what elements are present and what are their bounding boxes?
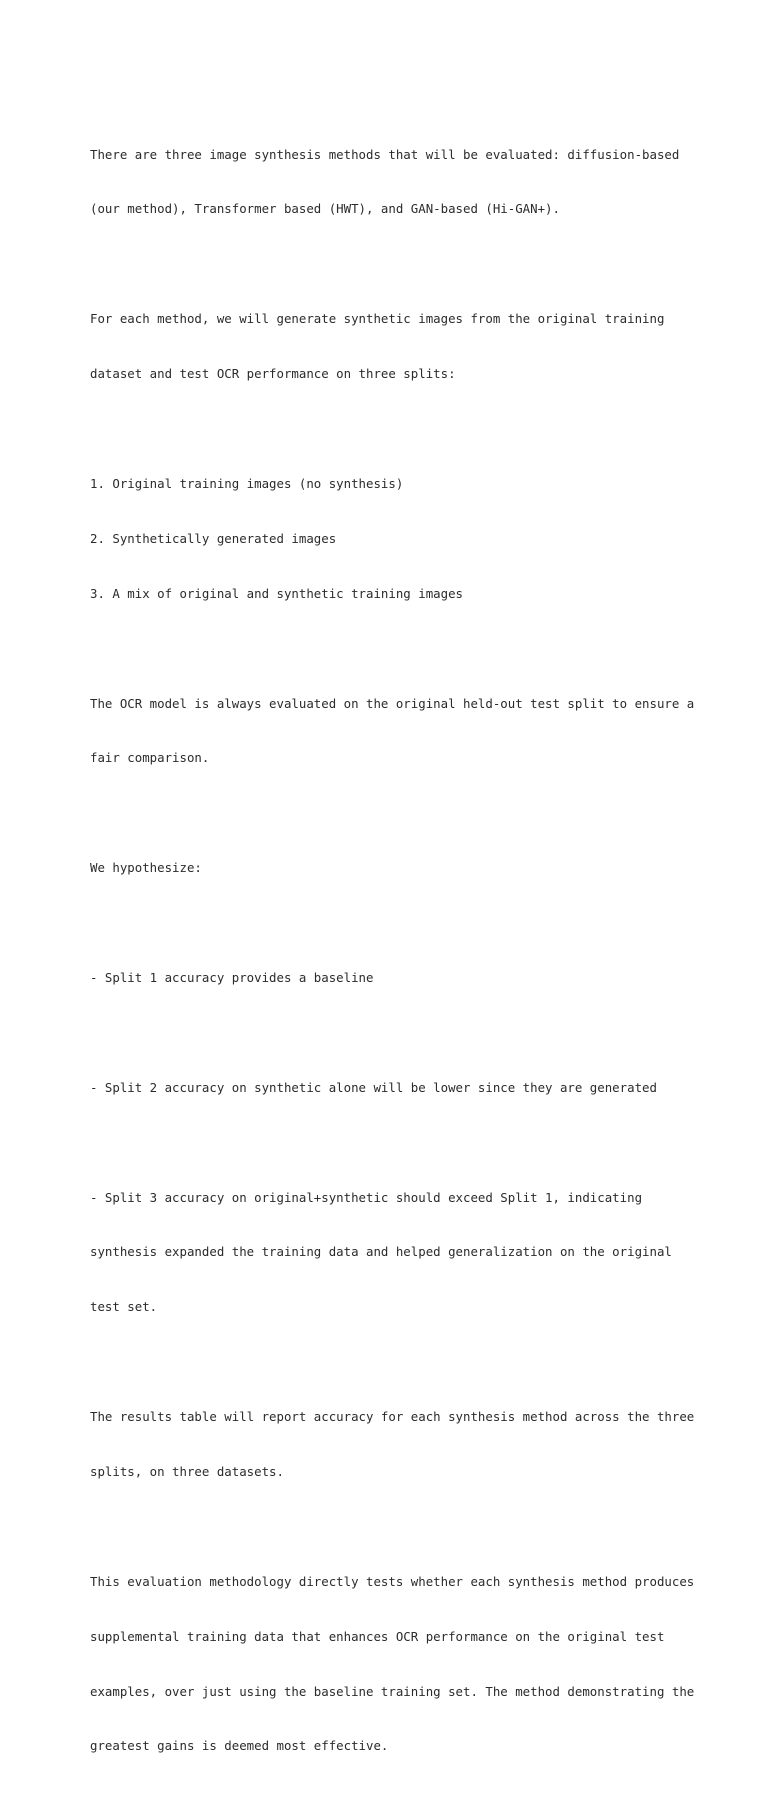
hypothesis-item-2 <box>90 1042 710 1133</box>
text-line: This evaluation methodology directly tests whether each synthesis method produces <box>90 1573 695 1589</box>
text-line: - Split 1 accuracy provides a baseline <box>90 969 374 985</box>
text-line: test set. <box>90 1299 158 1315</box>
intro-paragraph <box>90 109 710 255</box>
document-body <box>90 109 710 1811</box>
results-paragraph <box>90 1371 710 1517</box>
hypothesis-item-3 <box>90 1152 710 1353</box>
evaluation-paragraph <box>90 658 710 804</box>
text-line: For each method, we will generate synthetic images from the original training <box>90 311 665 327</box>
text-line: The OCR model is always evaluated on the original held-out test split to ensure a <box>90 695 695 711</box>
text-line: synthesis expanded the training data and helped generalization on the original <box>90 1244 672 1260</box>
text-line: examples, over just using the baseline training set. The method demonstrating the <box>90 1683 695 1699</box>
text-line: We hypothesize: <box>90 860 202 876</box>
method-paragraph <box>90 274 710 420</box>
hypothesis-item-1 <box>90 932 710 1023</box>
list-item: 3. A mix of original and synthetic training images <box>90 585 463 601</box>
text-line: - Split 3 accuracy on original+synthetic should exceed Split 1, indicating <box>90 1189 643 1205</box>
text-line: greatest gains is deemed most effective. <box>90 1738 389 1754</box>
text-line: fair comparison. <box>90 750 210 766</box>
hypothesis-heading <box>90 823 710 914</box>
text-line: dataset and test OCR performance on three splits: <box>90 366 456 382</box>
text-line: There are three image synthesis methods that will be evaluated: diffusion-based <box>90 146 680 162</box>
text-line: splits, on three datasets. <box>90 1463 284 1479</box>
splits-list <box>90 438 710 639</box>
text-line: The results table will report accuracy for each synthesis method across the three <box>90 1409 695 1425</box>
list-item: 1. Original training images (no synthesis) <box>90 475 404 491</box>
list-item: 2. Synthetically generated images <box>90 530 337 546</box>
conclusion-paragraph <box>90 1536 710 1792</box>
text-line: (our method), Transformer based (HWT), and GAN-based (Hi-GAN+). <box>90 201 560 217</box>
text-line: - Split 2 accuracy on synthetic alone will be lower since they are generated <box>90 1079 657 1095</box>
text-line: supplemental training data that enhances OCR performance on the original test <box>90 1628 665 1644</box>
